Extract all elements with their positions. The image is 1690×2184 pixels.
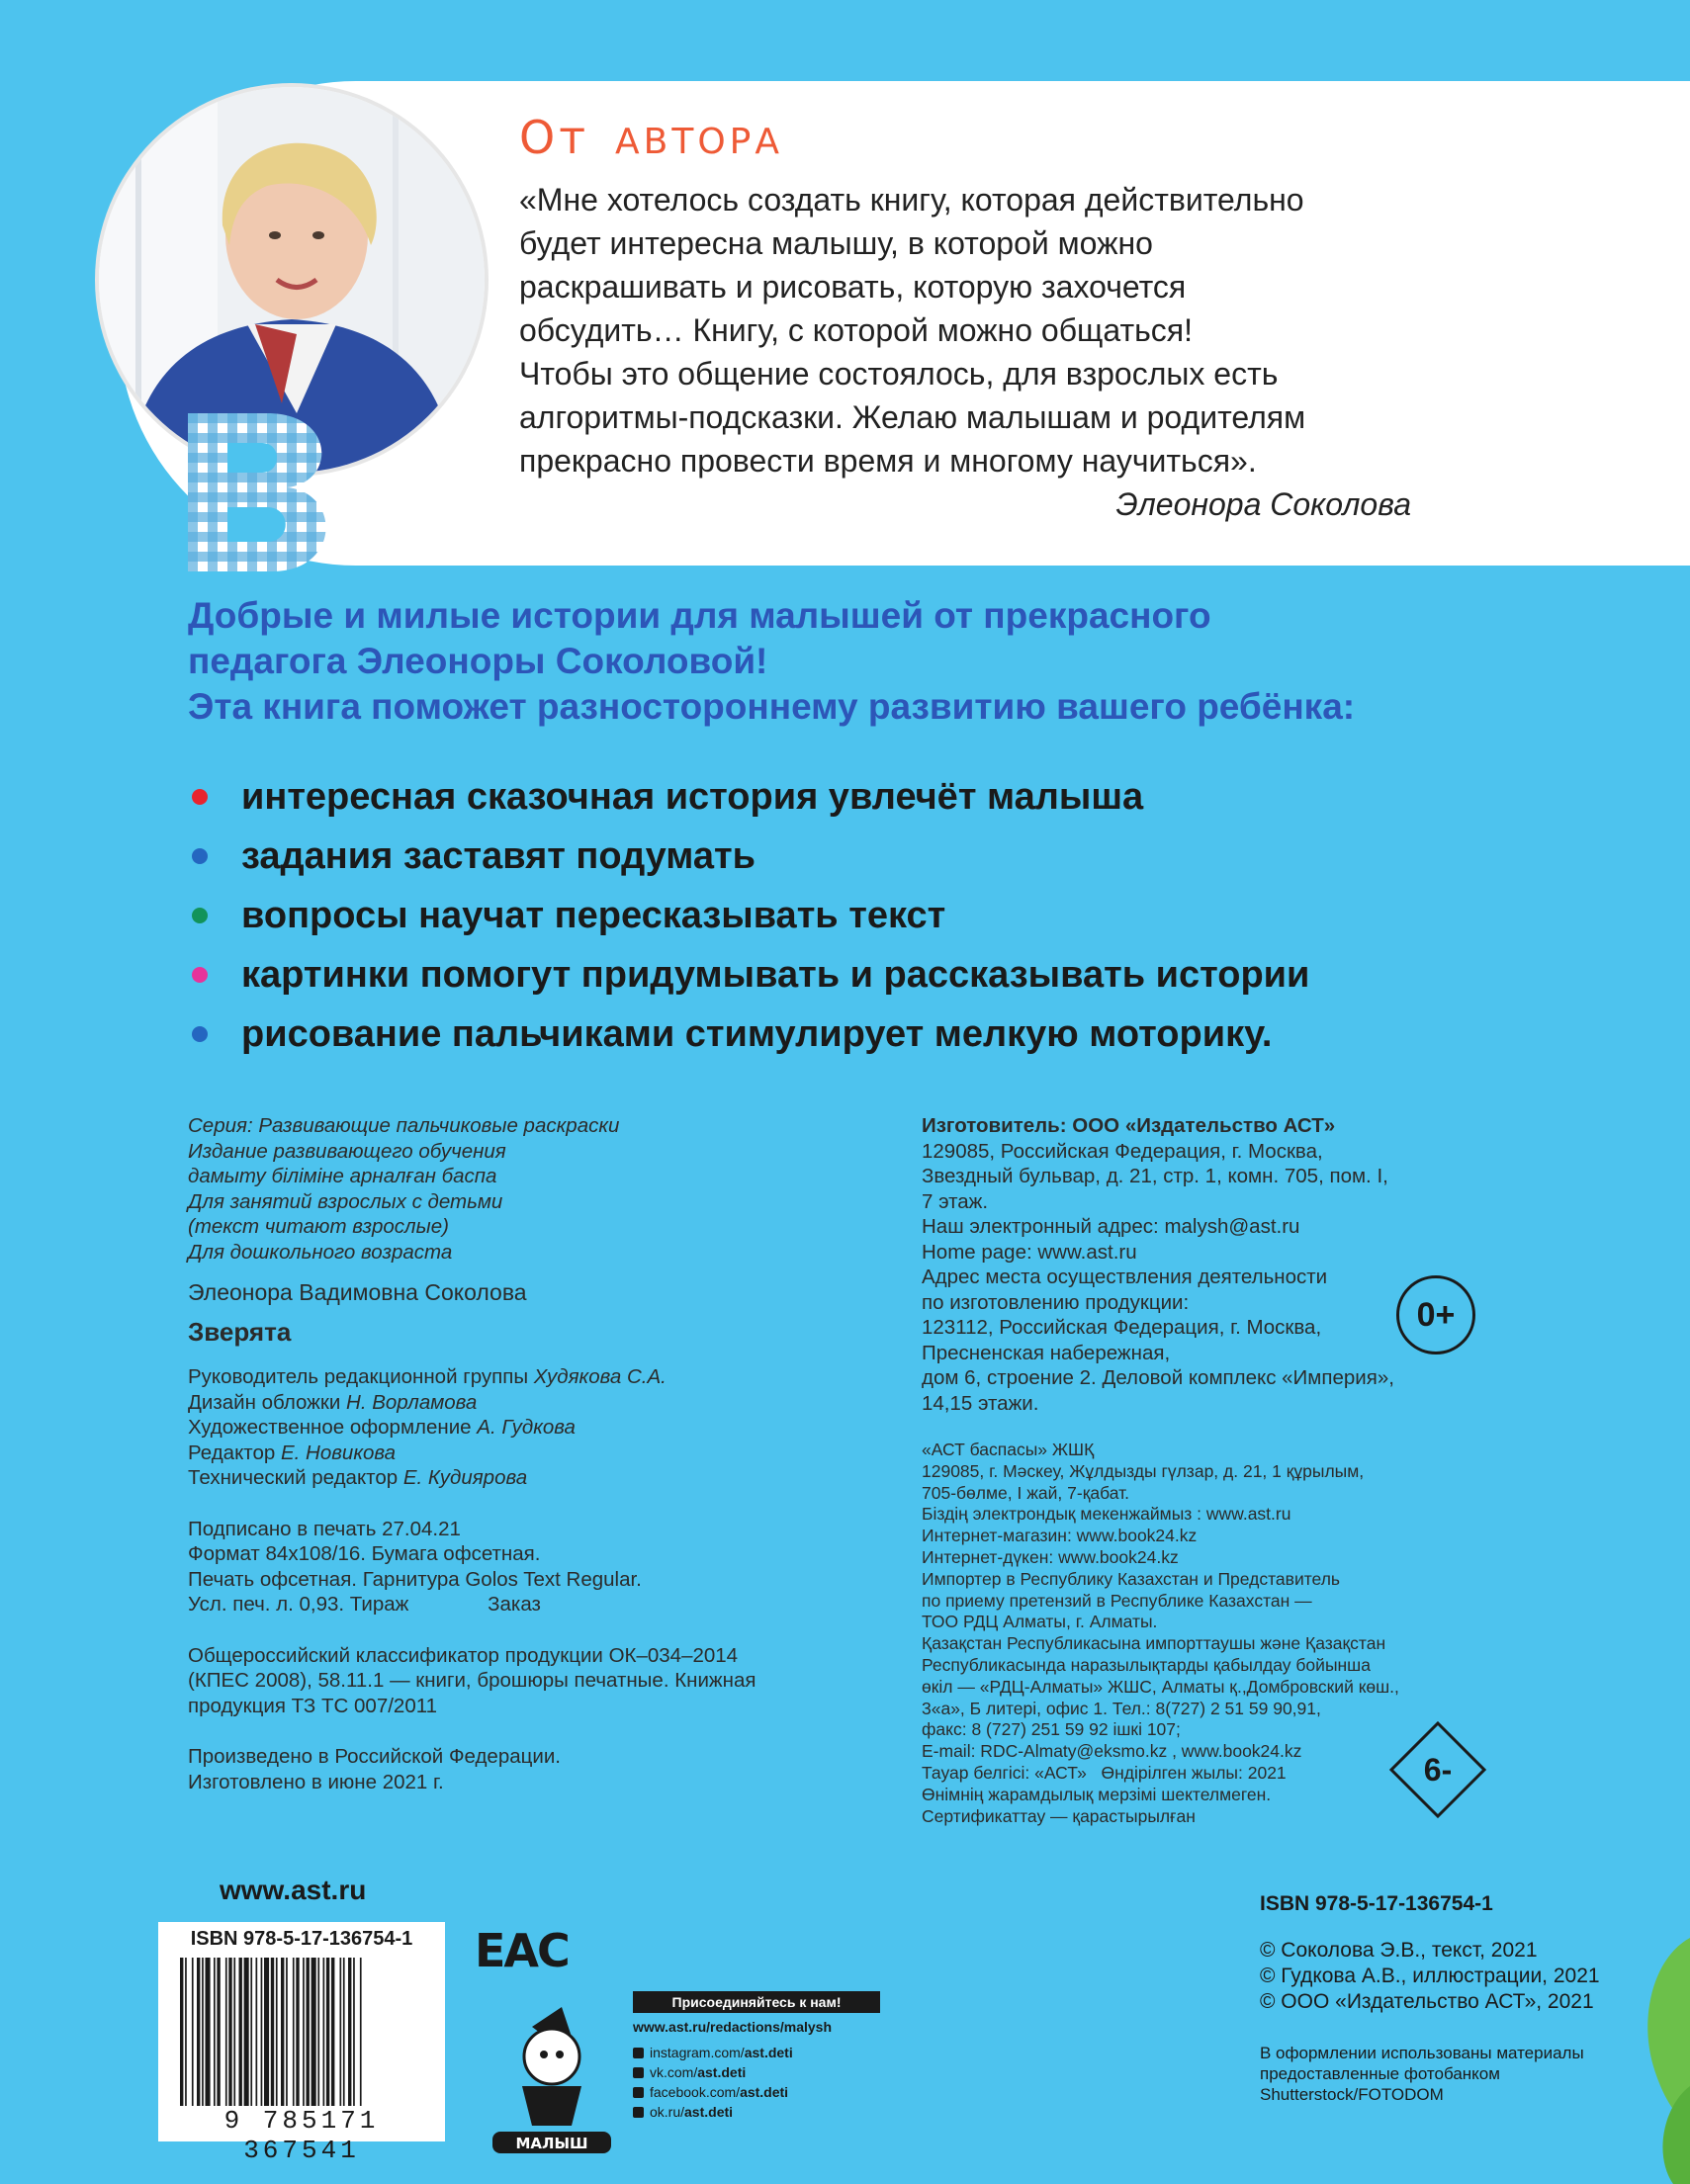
benefit-item: рисование пальчиками стимулирует мелкую моторику. xyxy=(188,1006,1572,1066)
barcode-bar xyxy=(233,1958,235,2106)
barcode-bar xyxy=(326,1958,329,2106)
barcode-bar xyxy=(303,1958,305,2106)
barcode-bar xyxy=(192,1958,194,2106)
manufacturer: Изготовитель: ООО «Издательство АСТ» xyxy=(922,1114,1336,1137)
bullet-dot xyxy=(192,789,208,805)
barcode-bar xyxy=(281,1958,284,2106)
barcode-bar xyxy=(214,1958,216,2106)
bullet-dot xyxy=(192,1026,208,1042)
series-info: Серия: Развивающие пальчиковые раскраски Издание развивающего обучения дамыту біліміне арналған баспа Для занятий взрослых с детьми (текст читают взрослые) Для дошкольного возраста xyxy=(188,1114,620,1264)
quote-line: Чтобы это общение состоялось, для взрослых есть xyxy=(519,356,1279,392)
social-item-vk[interactable]: vk.com/ ast.deti xyxy=(633,2062,880,2082)
facebook-icon xyxy=(633,2087,644,2098)
imprint-left xyxy=(188,1113,880,1794)
intro-line: педагога Элеоноры Соколовой! xyxy=(188,641,768,681)
credits: Руководитель редакционной группы Худякова С.А. Дизайн обложки Н. Ворламова Художественное оформление А. Гудкова Редактор Е. Новикова Технический редактор Е. Кудиярова xyxy=(188,1365,667,1489)
benefit-item: задания заставят подумать xyxy=(188,829,1572,888)
barcode-bar xyxy=(353,1958,355,2106)
quote-line: «Мне хотелось создать книгу, которая действительно xyxy=(519,182,1304,218)
book-title: Зверята xyxy=(188,1316,292,1347)
barcode-bar xyxy=(239,1958,242,2106)
bullet-dot xyxy=(192,848,208,864)
imprint-kz: «АСТ баспасы» ЖШҚ 129085, г. Мәскеу, Жұлдызды гүлзар, д. 21, 1 құрылым, 705-бөлме, I жай, 7-қабат. Біздің электрондық мекенжаймыз : www.ast.ru Интернет-магазин: www.book24.kz Интернет-дүкен: www.book24.kz Импортер в Республику Казахстан и Представитель по приему претензий в Республике Казахстан — ТОО РДЦ Алматы, г. Алматы. Қазақстан Республикасына импорттаушы және Қазақстан Республикасында наразылықтарды қабылдау бойынша өкіл — «РДЦ-Алматы» ЖШС, Алматы қ.,Домбровский көш., 3«а», Б литері, офис 1. Тел.: 8(727) 2 51 59 90,91, факс: 8 (727) 251 59 92 ішкі 107; E-mail: RDC-Almaty@eksmo.kz , www.book24.kz Тауар белгісі: «АСТ» Өндірілген жылы: 2021 Өнімнің жарамдылық мерзімі шектелмеген. Сертификаттау — қарастырылған xyxy=(922,1440,1399,1826)
malysh-logo-text: МАЛЫШ xyxy=(515,2135,588,2152)
barcode-bar xyxy=(317,1958,319,2106)
barcode-bar xyxy=(256,1958,258,2106)
social-block xyxy=(633,1991,880,2122)
benefit-item: интересная сказочная история увлечёт малыша xyxy=(188,769,1572,829)
quote-signature: Элеонора Соколова xyxy=(1115,486,1411,522)
barcode-bar xyxy=(340,1958,342,2106)
barcode-bar xyxy=(197,1958,200,2106)
barcode-bar xyxy=(293,1958,295,2106)
social-item-ok[interactable]: ok.ru/ ast.deti xyxy=(633,2102,880,2122)
ok-icon xyxy=(633,2107,644,2118)
barcode-bar xyxy=(244,1958,249,2106)
barcode-bar xyxy=(296,1958,299,2106)
bullet-dot xyxy=(192,908,208,923)
barcode-bar xyxy=(264,1958,269,2106)
website-link[interactable]: www.ast.ru xyxy=(220,1875,367,1905)
benefit-item: вопросы научат пересказывать текст xyxy=(188,888,1572,947)
copyright-block: © Соколова Э.В., текст, 2021 © Гудкова А.В., иллюстрации, 2021 © ООО «Издательство АСТ», 2021 xyxy=(1260,1939,1600,2013)
barcode-bar xyxy=(180,1958,183,2106)
barcode-bar xyxy=(228,1958,231,2106)
social-url-link[interactable]: www.ast.ru/redactions/malysh xyxy=(633,2019,832,2035)
barcode-number: 9 785171 367541 xyxy=(223,2106,380,2165)
social-item-facebook[interactable]: facebook.com/ ast.deti xyxy=(633,2082,880,2102)
barcode-bar xyxy=(206,1958,211,2106)
barcode-bar xyxy=(307,1958,310,2106)
eac-mark: EAC xyxy=(475,1924,569,1977)
barcode-bar xyxy=(360,1958,362,2106)
isbn-text: ISBN 978-5-17-136754-1 xyxy=(1260,1892,1493,1915)
quote-line: алгоритмы-подсказки. Желаю малышам и родителям xyxy=(519,399,1306,435)
join-us-banner: Присоединяйтесь к нам! xyxy=(633,1991,880,2013)
quote-line: будет интересна малышу, в которой можно xyxy=(519,225,1153,261)
age-rating-0-plus: 0+ xyxy=(1396,1275,1475,1354)
production-info: Произведено в Российской Федерации. Изготовлено в июне 2021 г. xyxy=(188,1745,561,1793)
imprint-right: Изготовитель: ООО «Издательство АСТ» 129085, Российская Федерация, г. Москва, Звездный бульвар, д. 21, стр. 1, комн. 705, пом. I, 7 этаж. Наш электронный адрес: malysh@ast.ru Home page: www.ast.ru Адрес места осуществления деятельности по изготовлению продукции: 123112, Российская Федерация, г. Москва, Пресненская набережная, дом 6, строение 2. Деловой комплекс «Империя», 14,15 этажи. xyxy=(922,1113,1475,1416)
barcode-bar xyxy=(286,1958,288,2106)
book-author: Элеонора Вадимовна Соколова xyxy=(188,1279,527,1305)
barcode-bar xyxy=(276,1958,278,2106)
barcode-bar xyxy=(261,1958,263,2106)
malysh-publisher-logo xyxy=(492,1997,611,2155)
barcode-bar xyxy=(311,1958,316,2106)
classifier-info: Общероссийский классификатор продукции ОК–034–2014 (КПЕС 2008), 58.11.1 — книги, брошюры печатные. Книжная продукция ТЗ ТС 007/2011 xyxy=(188,1643,756,1717)
barcode-bars xyxy=(180,1958,427,2106)
author-section-title: От АВТОРА xyxy=(519,111,784,164)
checkered-letter-b xyxy=(188,413,336,571)
decorative-leaf xyxy=(1634,1938,1690,2184)
barcode-bar xyxy=(225,1958,227,2106)
barcode-bar xyxy=(331,1958,334,2106)
quote-line: прекрасно провести время и многому научиться». xyxy=(519,443,1257,479)
intro-line: Добрые и милые истории для малышей от прекрасного xyxy=(188,595,1211,636)
barcode-bar xyxy=(250,1958,252,2106)
intro-line: Эта книга поможет разностороннему развитию вашего ребёнка: xyxy=(188,686,1356,727)
quote-line: обсудить… Книгу, с которой можно общаться! xyxy=(519,312,1193,348)
barcode-isbn: ISBN 978-5-17-136754-1 xyxy=(190,1928,413,1950)
author-quote xyxy=(519,178,1508,482)
vk-icon xyxy=(633,2067,644,2078)
barcode-bar xyxy=(343,1958,345,2106)
intro-text xyxy=(188,593,1572,730)
barcode-bar xyxy=(348,1958,351,2106)
bullet-dot xyxy=(192,967,208,983)
shutterstock-credit: В оформлении использованы материалы предоставленные фотобанком Shutterstock/FOTODOM xyxy=(1260,2044,1584,2104)
quote-line: раскрашивать и рисовать, которую захочется xyxy=(519,269,1187,305)
barcode-bar xyxy=(202,1958,204,2106)
print-info: Подписано в печать 27.04.21 Формат 84x108/16. Бумага офсетная. Печать офсетная. Гарнитура Golos Text Regular. Усл. печ. л. 0,93. Тираж Заказ xyxy=(188,1517,642,1616)
benefit-item: картинки помогут придумывать и рассказывать истории xyxy=(188,947,1572,1006)
benefits-list xyxy=(188,769,1572,1066)
barcode xyxy=(158,1922,445,2165)
barcode-bar xyxy=(271,1958,274,2106)
barcode-bar xyxy=(217,1958,220,2106)
instagram-icon xyxy=(633,2048,644,2058)
barcode-bar xyxy=(323,1958,325,2106)
barcode-bar xyxy=(185,1958,187,2106)
social-item-instagram[interactable]: instagram.com/ ast.deti xyxy=(633,2043,880,2062)
age-rating-6-plus: 6- xyxy=(1423,1752,1453,1788)
